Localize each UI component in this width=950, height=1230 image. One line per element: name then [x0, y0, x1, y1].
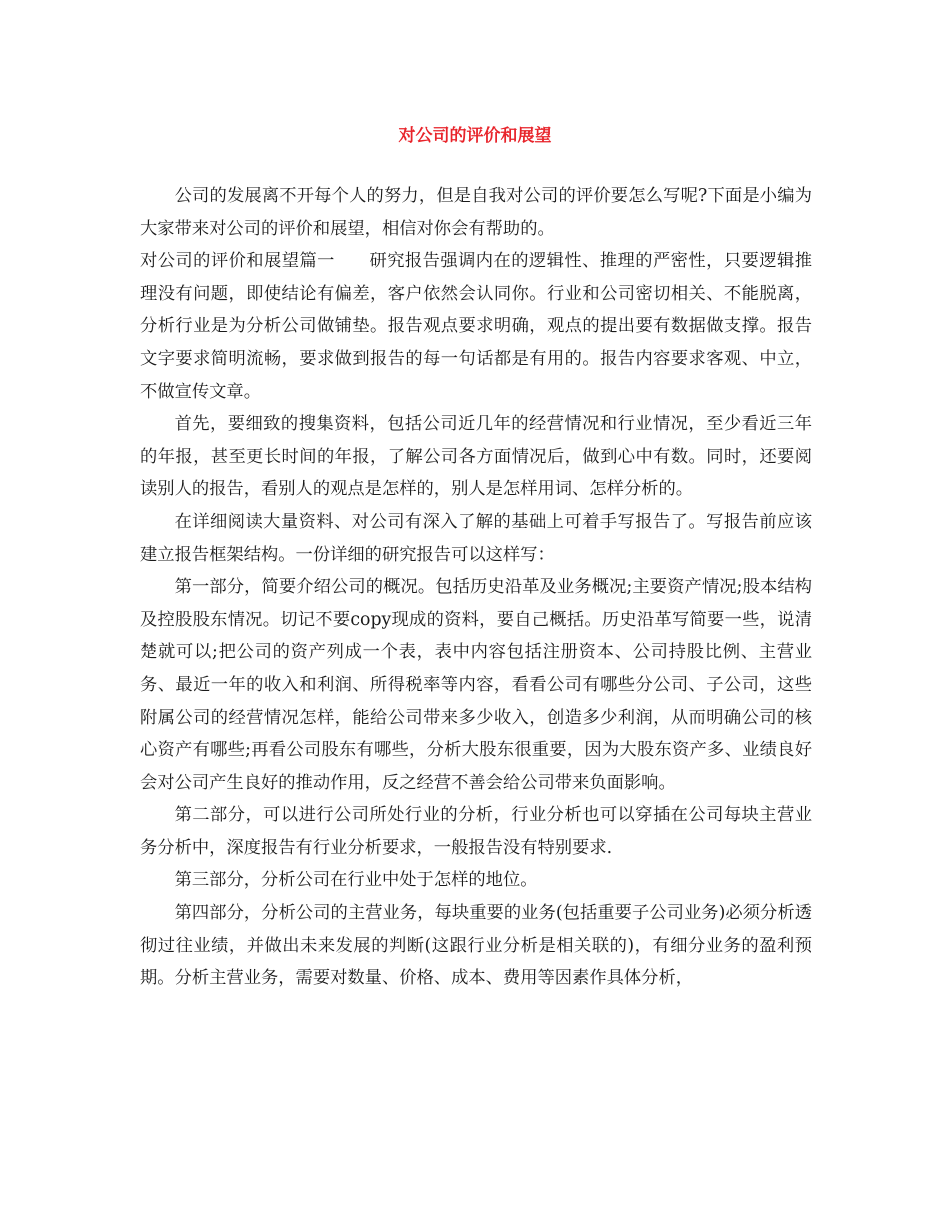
document-body	[140, 180, 812, 995]
paragraph-part2: 第二部分，可以进行公司所处行业的分析，行业分析也可以穿插在公司每块主营业务分析中，深度报告有行业分析要求，一般报告没有特别要求.	[140, 805, 812, 858]
paragraph-part4: 第四部分，分析公司的主营业务，每块重要的业务(包括重要子公司业务)必须分析透彻过往业绩，并做出未来发展的判断(这跟行业分析是相关联的)，有细分业务的盈利预期。分析主营业务，需要对数量、价格、成本、费用等因素作具体分析，	[140, 903, 812, 989]
section1-paragraph	[140, 245, 812, 408]
paragraph-first: 首先，要细致的搜集资料，包括公司近几年的经营情况和行业情况，至少看近三年的年报，甚至更长时间的年报，了解公司各方面情况后，做到心中有数。同时，还要阅读别人的报告，看别人的观点是怎样的，别人是怎样用词、怎样分析的。	[140, 414, 812, 500]
paragraph-part3: 第三部分，分析公司在行业中处于怎样的地位。	[174, 870, 538, 891]
section1-heading: 对公司的评价和展望篇一	[140, 251, 335, 272]
intro-paragraph: 公司的发展离不开每个人的努力，但是自我对公司的评价要怎么写呢?下面是小编为大家带来对公司的评价和展望，相信对你会有帮助的。	[140, 186, 812, 239]
section1-text: 研究报告强调内在的逻辑性、推理的严密性，只要逻辑推理没有问题，即使结论有偏差，客户依然会认同你。行业和公司密切相关、不能脱离，分析行业是为分析公司做铺垫。报告观点要求明确，观点的提出要有数据做支撑。报告文字要求简明流畅，要求做到报告的每一句话都是有用的。报告内容要求客观、中立，不做宣传文章。	[140, 251, 812, 402]
paragraph-framework: 在详细阅读大量资料、对公司有深入了解的基础上可着手写报告了。写报告前应该建立报告框架结构。一份详细的研究报告可以这样写：	[140, 511, 812, 565]
document-title: 对公司的评价和展望	[398, 126, 552, 146]
paragraph-part1: 第一部分，简要介绍公司的概况。包括历史沿革及业务概况;主要资产情况;股本结构及控股股东情况。切记不要copy现成的资料，要自己概括。历史沿革写简要一些，说清楚就可以;把公司的资产列成一个表，表中内容包括注册资本、公司持股比例、主营业务、最近一年的收入和利润、所得税率等内容，看看公司有哪些分公司、子公司，这些附属公司的经营情况怎样，能给公司带来多少收入，创造多少利润，从而明确公司的核心资产有哪些;再看公司股东有哪些，分析大股东很重要，因为大股东资产多、业绩良好会对公司产生良好的推动作用，反之经营不善会给公司带来负面影响。	[140, 577, 812, 793]
